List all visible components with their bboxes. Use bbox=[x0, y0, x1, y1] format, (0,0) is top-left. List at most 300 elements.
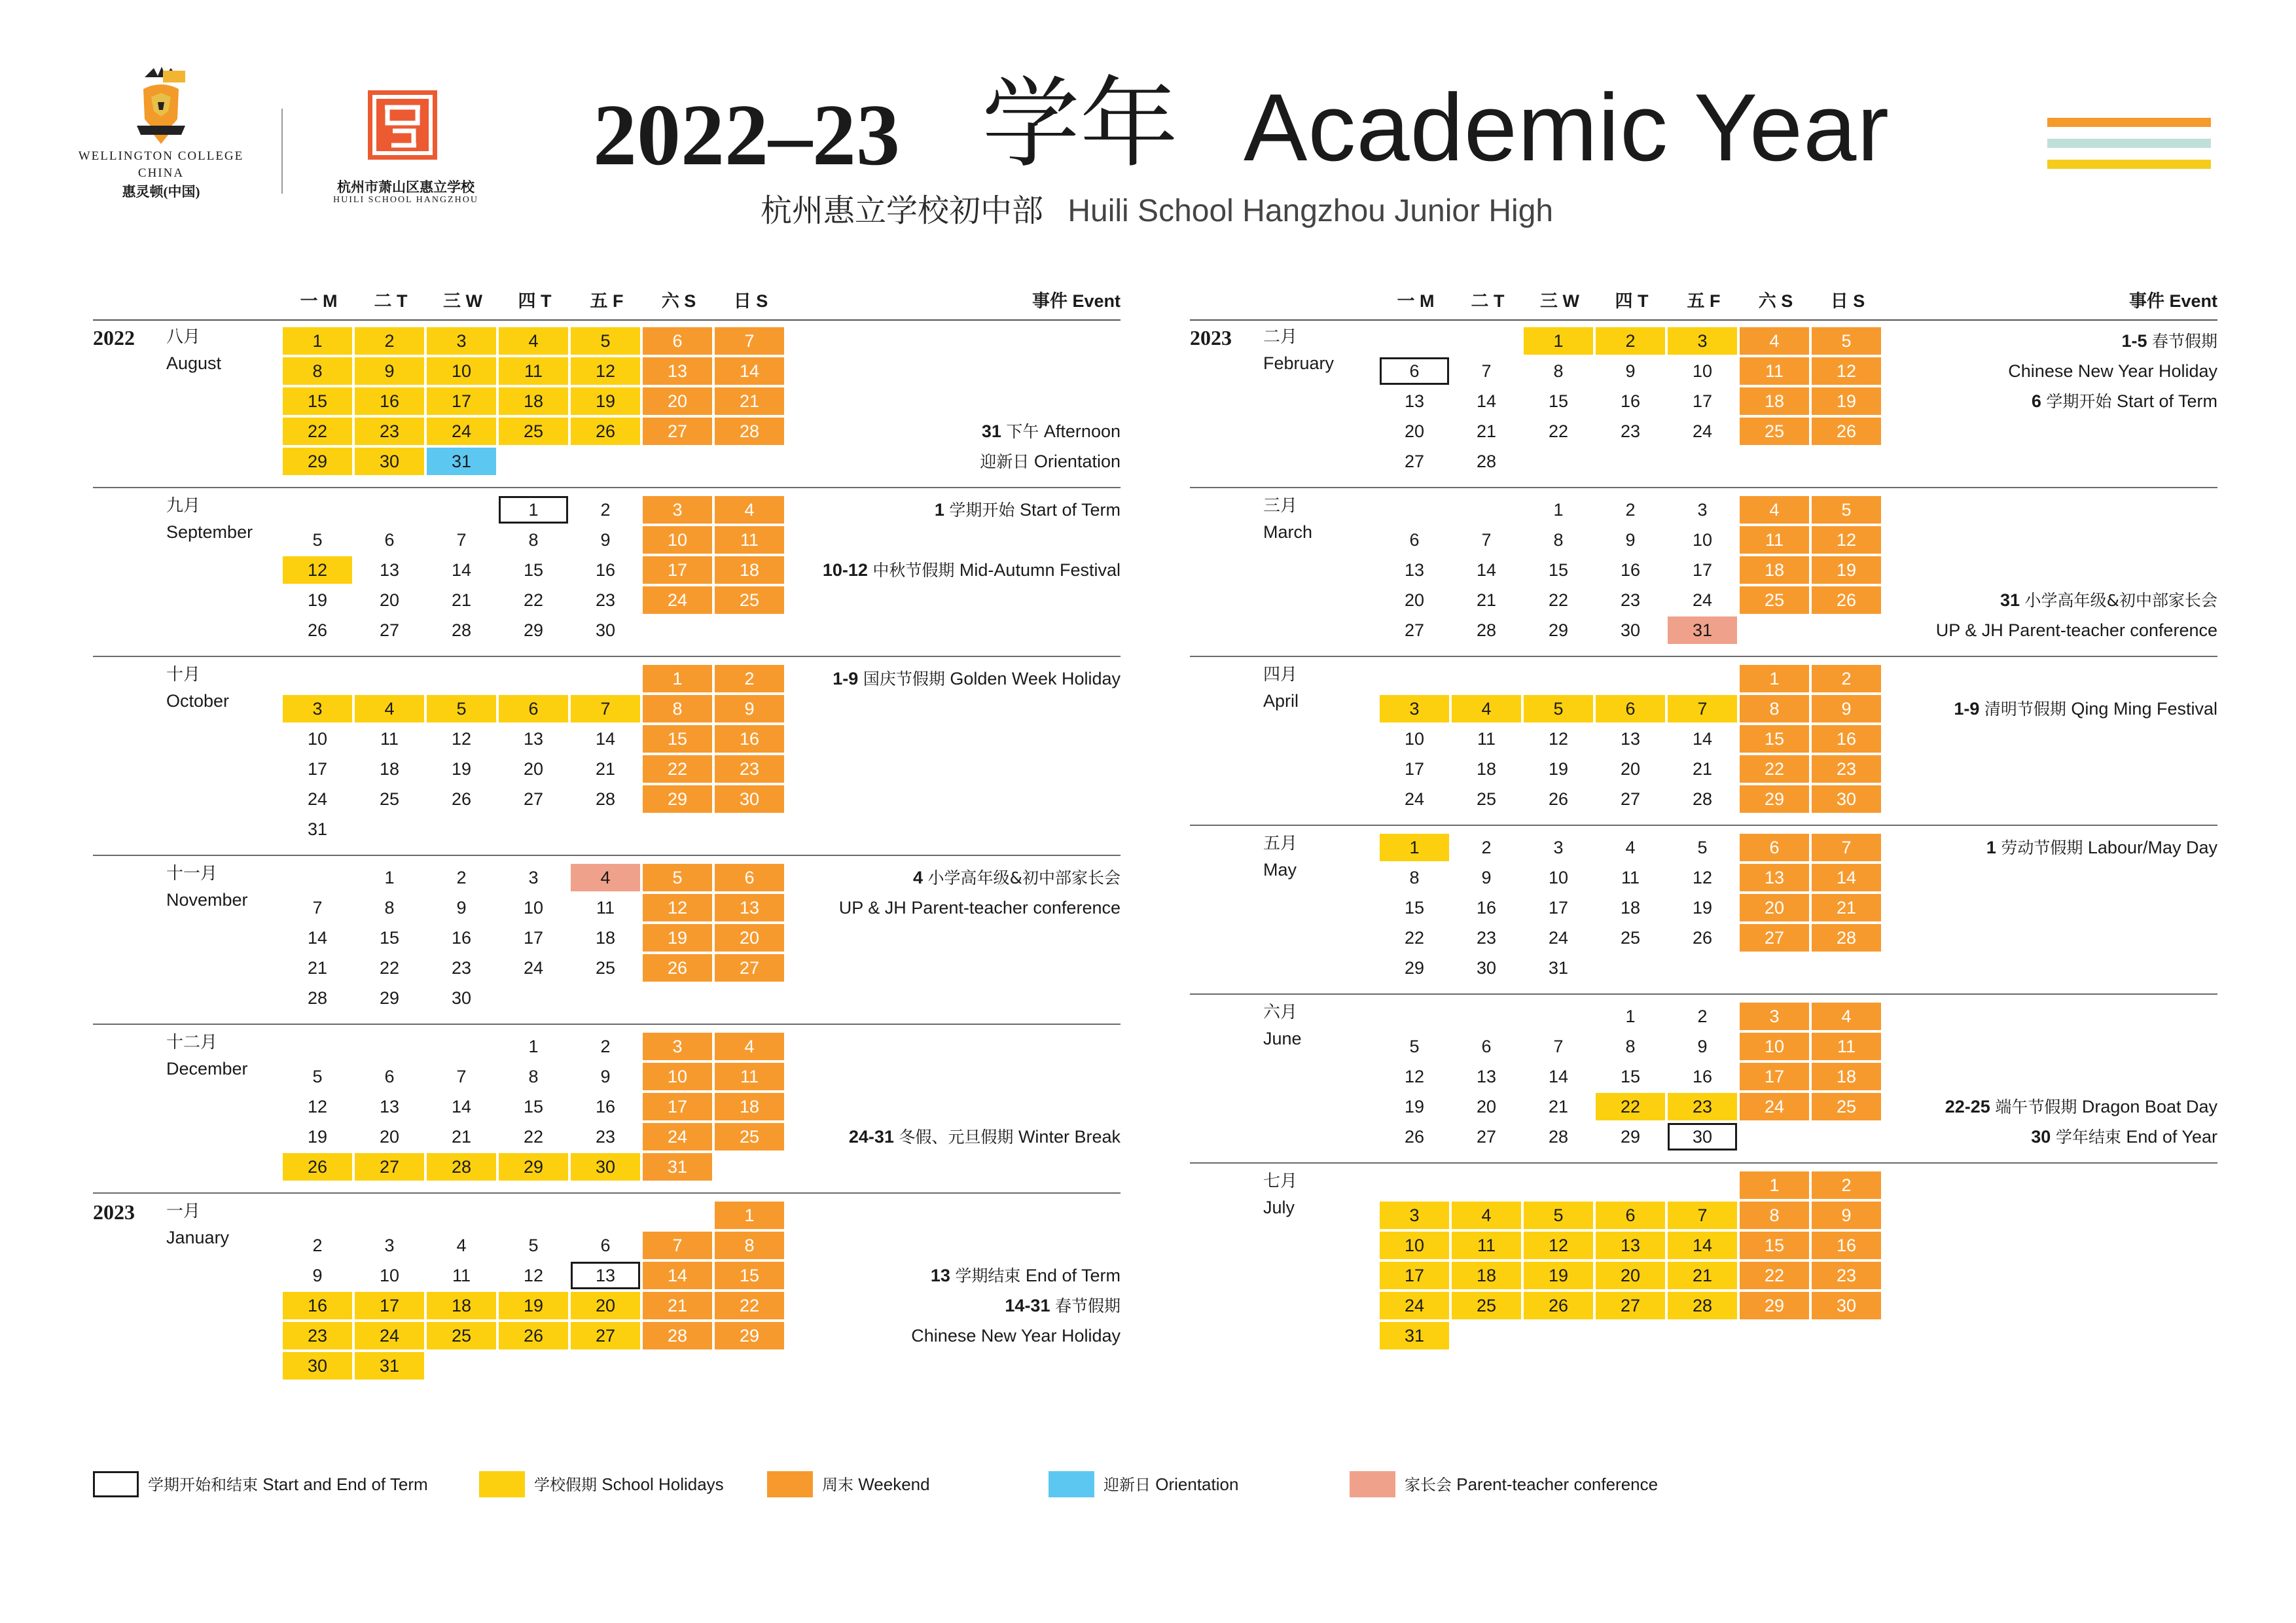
day-cell: 28 bbox=[451, 620, 472, 640]
month-block-december bbox=[93, 1024, 1121, 1192]
day-cell: 28 bbox=[1476, 620, 1497, 640]
day-cell: 21 bbox=[451, 1127, 472, 1147]
day-cell: 10 bbox=[643, 1063, 712, 1090]
day-cell: 15 bbox=[1548, 560, 1569, 580]
month-grid bbox=[1380, 495, 1884, 645]
day-cell: 16 bbox=[1692, 1067, 1713, 1086]
calendar-header-row bbox=[93, 281, 1121, 319]
event-date: 1-9 bbox=[833, 669, 859, 688]
day-cell: 4 bbox=[355, 695, 424, 722]
month-block-march bbox=[1190, 487, 2217, 656]
day-cell: 29 bbox=[1620, 1127, 1641, 1147]
day-cell: 27 bbox=[1740, 924, 1809, 952]
event-date: 14-31 bbox=[1005, 1296, 1050, 1315]
day-cell: 10 bbox=[1380, 1232, 1449, 1259]
day-cell: 1 bbox=[1740, 1171, 1809, 1199]
month-name-cn: 十一月 bbox=[166, 864, 218, 883]
legend-label-cn: 家长会 bbox=[1405, 1476, 1452, 1494]
legend-label-cn: 迎新日 bbox=[1103, 1476, 1151, 1494]
day-cell: 13 bbox=[1404, 560, 1425, 580]
event-item bbox=[1954, 694, 2217, 724]
day-cell: 6 bbox=[1596, 695, 1665, 722]
day-cell: 22 bbox=[1548, 421, 1569, 441]
day-cell: 23 bbox=[1620, 421, 1641, 441]
day-cell: 29 bbox=[379, 988, 400, 1008]
day-cell: 7 bbox=[715, 327, 784, 355]
month-name-en: June bbox=[1263, 1029, 1302, 1048]
day-cell: 21 bbox=[715, 387, 784, 415]
week-row bbox=[1380, 1122, 1884, 1152]
day-cell: 13 bbox=[379, 560, 400, 580]
day-cell: 12 bbox=[1548, 729, 1569, 749]
day-cell: 16 bbox=[283, 1292, 352, 1319]
week-row bbox=[283, 1152, 787, 1182]
event-item bbox=[980, 446, 1121, 476]
legend-label-en: Orientation bbox=[1155, 1474, 1239, 1494]
day-cell: 19 bbox=[1692, 898, 1713, 918]
day-cell: 4 bbox=[499, 327, 568, 355]
week-row bbox=[1380, 555, 1884, 585]
week-row bbox=[283, 1260, 787, 1291]
week-row bbox=[1380, 784, 1884, 814]
event-item bbox=[1945, 1092, 2217, 1122]
day-cell: 9 bbox=[715, 695, 784, 722]
event-item bbox=[1005, 1291, 1121, 1321]
day-cell: 7 bbox=[1481, 361, 1492, 381]
event-name-cn: 劳动节假期 bbox=[2001, 838, 2083, 857]
day-cell: 28 bbox=[427, 1153, 496, 1181]
day-cell: 25 bbox=[715, 586, 784, 614]
event-date: 4 bbox=[912, 868, 923, 887]
day-cell: 29 bbox=[1404, 958, 1425, 978]
week-row bbox=[1380, 694, 1884, 724]
day-cell: 3 bbox=[427, 327, 496, 355]
day-cell: 27 bbox=[379, 620, 400, 640]
event-item bbox=[2031, 1122, 2217, 1152]
event-item bbox=[1936, 615, 2217, 645]
event-date: 31 bbox=[2000, 590, 2020, 610]
event-item bbox=[1986, 832, 2217, 863]
day-cell: 19 bbox=[499, 1292, 568, 1319]
day-header-mon: 一 M bbox=[1397, 291, 1435, 311]
day-cell: 15 bbox=[1548, 391, 1569, 411]
day-cell: 4 bbox=[1812, 1003, 1881, 1030]
day-cell: 12 bbox=[283, 556, 352, 584]
day-cell: 29 bbox=[499, 1153, 568, 1181]
day-cell: 28 bbox=[1548, 1127, 1569, 1147]
day-cell: 7 bbox=[571, 695, 640, 722]
day-cell: 21 bbox=[1476, 590, 1497, 610]
day-cell: 5 bbox=[528, 1236, 539, 1255]
event-name-en: End of Term bbox=[1025, 1266, 1121, 1285]
title-en: Academic Year bbox=[1244, 74, 1890, 181]
day-cell: 11 bbox=[1621, 868, 1640, 887]
month-block-january bbox=[93, 1192, 1121, 1391]
day-cell: 13 bbox=[571, 1262, 640, 1289]
day-cell: 7 bbox=[1812, 834, 1881, 861]
day-cell: 31 bbox=[1380, 1322, 1449, 1349]
day-cell: 9 bbox=[600, 530, 611, 550]
month-grid bbox=[1380, 664, 1884, 814]
week-row bbox=[283, 1061, 787, 1092]
huili-school-logo bbox=[308, 90, 504, 208]
day-cell: 18 bbox=[595, 928, 616, 948]
month-grid bbox=[283, 1200, 787, 1381]
day-cell: 16 bbox=[1476, 898, 1497, 918]
month-block-february bbox=[1190, 319, 2217, 487]
day-cell: 5 bbox=[1812, 496, 1881, 524]
week-row bbox=[1380, 1092, 1884, 1122]
day-cell: 28 bbox=[595, 789, 616, 809]
day-cell: 28 bbox=[307, 988, 328, 1008]
day-cell: 2 bbox=[1697, 1007, 1708, 1026]
day-cell: 19 bbox=[1812, 556, 1881, 584]
day-cell: 18 bbox=[1812, 1063, 1881, 1090]
subtitle-cn: 杭州惠立学校初中部 bbox=[761, 192, 1044, 229]
day-cell: 27 bbox=[715, 954, 784, 982]
day-cell: 7 bbox=[312, 898, 323, 918]
event-name-en: Chinese New Year Holiday bbox=[2008, 361, 2217, 381]
day-cell: 5 bbox=[1524, 695, 1593, 722]
day-cell: 24 bbox=[523, 958, 544, 978]
day-cell: 16 bbox=[1620, 560, 1641, 580]
day-cell: 14 bbox=[1476, 391, 1497, 411]
event-date: 10-12 bbox=[822, 560, 868, 580]
week-row bbox=[283, 893, 787, 923]
day-header-sun: 日 S bbox=[733, 291, 768, 311]
month-name-en: September bbox=[166, 522, 253, 542]
day-cell: 14 bbox=[307, 928, 328, 948]
month-name-en: April bbox=[1263, 691, 1299, 711]
day-cell: 22 bbox=[643, 755, 712, 783]
month-grid bbox=[283, 664, 787, 844]
day-cell: 15 bbox=[1404, 898, 1425, 918]
event-item bbox=[982, 416, 1121, 446]
month-name-en: December bbox=[166, 1059, 248, 1079]
event-name-en: UP & JH Parent-teacher conference bbox=[838, 898, 1121, 918]
month-grid bbox=[283, 326, 787, 476]
month-name-cn: 十月 bbox=[166, 665, 201, 685]
week-row bbox=[1380, 754, 1884, 784]
day-cell: 15 bbox=[1620, 1067, 1641, 1086]
day-cell: 4 bbox=[715, 1033, 784, 1060]
day-cell: 17 bbox=[1692, 391, 1713, 411]
event-name-en: Winter Break bbox=[1018, 1127, 1121, 1147]
day-cell: 9 bbox=[355, 357, 424, 385]
day-cell: 23 bbox=[715, 755, 784, 783]
wellington-name-cn: 惠灵顿(中国) bbox=[122, 184, 200, 200]
month-grid bbox=[283, 1031, 787, 1182]
day-cell: 19 bbox=[1812, 387, 1881, 415]
day-cell: 14 bbox=[595, 729, 616, 749]
decorative-stripe-yellow bbox=[2047, 160, 2211, 169]
day-cell: 15 bbox=[1740, 725, 1809, 753]
day-cell: 8 bbox=[1409, 868, 1420, 887]
day-cell: 15 bbox=[523, 560, 544, 580]
day-cell: 31 bbox=[355, 1352, 424, 1380]
day-cell: 10 bbox=[1692, 361, 1713, 381]
event-name-cn: 冬假、元旦假期 bbox=[899, 1128, 1014, 1147]
day-cell: 12 bbox=[1812, 526, 1881, 554]
day-cell: 10 bbox=[427, 357, 496, 385]
huili-name-en: HUILI SCHOOL HANGZHOU bbox=[333, 195, 478, 205]
week-row bbox=[283, 1122, 787, 1152]
day-cell: 12 bbox=[307, 1097, 328, 1116]
day-cell: 8 bbox=[1553, 361, 1564, 381]
month-block-may bbox=[1190, 825, 2217, 993]
day-header-sat: 六 S bbox=[661, 291, 696, 311]
day-cell: 16 bbox=[1620, 391, 1641, 411]
month-name-cn: 六月 bbox=[1263, 1003, 1298, 1022]
day-cell: 31 bbox=[643, 1153, 712, 1181]
day-cell: 16 bbox=[715, 725, 784, 753]
day-cell: 16 bbox=[1812, 1232, 1881, 1259]
event-item bbox=[2032, 386, 2217, 416]
day-cell: 11 bbox=[1812, 1033, 1881, 1060]
day-cell: 9 bbox=[312, 1266, 323, 1285]
day-cell: 1 bbox=[1380, 834, 1449, 861]
week-row bbox=[283, 495, 787, 525]
week-row bbox=[1380, 1260, 1884, 1291]
day-cell: 7 bbox=[1481, 530, 1492, 550]
day-cell: 9 bbox=[600, 1067, 611, 1086]
day-cell: 23 bbox=[283, 1322, 352, 1349]
month-name-cn: 八月 bbox=[166, 327, 201, 347]
week-row bbox=[283, 416, 787, 446]
event-date: 1 bbox=[1986, 838, 1996, 857]
day-cell: 25 bbox=[499, 418, 568, 445]
day-cell: 26 bbox=[571, 418, 640, 445]
day-cell: 4 bbox=[1740, 496, 1809, 524]
day-cell: 9 bbox=[1625, 530, 1636, 550]
day-cell: 11 bbox=[1740, 526, 1809, 554]
week-row bbox=[283, 1092, 787, 1122]
day-cell: 29 bbox=[283, 448, 352, 475]
day-cell: 8 bbox=[384, 898, 395, 918]
day-cell: 2 bbox=[600, 500, 611, 520]
wellington-college-logo bbox=[63, 63, 259, 213]
day-cell: 15 bbox=[283, 387, 352, 415]
event-name-cn: 春节假期 bbox=[1054, 1296, 1121, 1315]
event-item bbox=[931, 1260, 1121, 1291]
day-cell: 9 bbox=[1812, 1202, 1881, 1229]
day-cell: 25 bbox=[427, 1322, 496, 1349]
day-cell: 25 bbox=[1740, 586, 1809, 614]
day-cell: 11 bbox=[380, 729, 399, 749]
day-cell: 18 bbox=[1452, 1262, 1521, 1289]
month-block-november bbox=[93, 855, 1121, 1024]
day-cell: 11 bbox=[596, 898, 615, 918]
day-cell: 24 bbox=[1404, 789, 1425, 809]
legend-swatch bbox=[767, 1471, 813, 1497]
day-cell: 22 bbox=[523, 1127, 544, 1147]
week-row bbox=[283, 1031, 787, 1061]
day-cell: 1 bbox=[643, 665, 712, 692]
day-cell: 30 bbox=[1476, 958, 1497, 978]
week-row bbox=[283, 694, 787, 724]
week-row bbox=[283, 664, 787, 694]
day-cell: 18 bbox=[427, 1292, 496, 1319]
week-row bbox=[283, 1291, 787, 1321]
legend-label bbox=[534, 1472, 724, 1497]
month-name-cn: 一月 bbox=[166, 1202, 201, 1221]
day-cell: 23 bbox=[355, 418, 424, 445]
day-cell: 3 bbox=[1697, 500, 1708, 520]
day-cell: 24 bbox=[1692, 590, 1713, 610]
month-name-en: March bbox=[1263, 522, 1313, 542]
day-cell: 26 bbox=[1548, 789, 1569, 809]
week-row bbox=[283, 1200, 787, 1230]
day-cell: 25 bbox=[1476, 789, 1497, 809]
day-cell: 19 bbox=[1524, 1262, 1593, 1289]
event-date: 1-5 bbox=[2121, 331, 2147, 351]
day-cell: 24 bbox=[643, 1123, 712, 1150]
month-grid bbox=[283, 495, 787, 645]
day-cell: 17 bbox=[427, 387, 496, 415]
day-cell: 25 bbox=[715, 1123, 784, 1150]
day-cell: 24 bbox=[1380, 1292, 1449, 1319]
day-header-thu: 四 T bbox=[518, 291, 552, 311]
month-name-en: January bbox=[166, 1228, 230, 1247]
month-name-cn: 十二月 bbox=[166, 1033, 218, 1052]
day-cell: 13 bbox=[643, 357, 712, 385]
day-cell: 19 bbox=[1404, 1097, 1425, 1116]
day-cell: 26 bbox=[643, 954, 712, 982]
day-cell: 13 bbox=[1740, 864, 1809, 891]
event-name-en: End of Year bbox=[2126, 1127, 2217, 1147]
day-cell: 2 bbox=[1812, 665, 1881, 692]
day-cell: 1 bbox=[1625, 1007, 1636, 1026]
month-name-en: October bbox=[166, 691, 230, 711]
event-name-en: Chinese New Year Holiday bbox=[911, 1326, 1121, 1346]
month-name-cn: 四月 bbox=[1263, 665, 1298, 685]
month-name-en: July bbox=[1263, 1198, 1295, 1217]
day-cell: 14 bbox=[451, 1097, 472, 1116]
day-cell: 17 bbox=[1740, 1063, 1809, 1090]
day-cell: 15 bbox=[523, 1097, 544, 1116]
day-cell: 29 bbox=[1548, 620, 1569, 640]
day-cell: 26 bbox=[283, 1153, 352, 1181]
event-date: 22-25 bbox=[1945, 1097, 1990, 1116]
day-cell: 5 bbox=[427, 695, 496, 722]
week-row bbox=[283, 724, 787, 754]
event-item bbox=[839, 893, 1121, 923]
day-cell: 14 bbox=[1668, 1232, 1737, 1259]
day-cell: 22 bbox=[1404, 928, 1425, 948]
event-name-cn: 学期开始 bbox=[949, 501, 1015, 520]
day-cell: 27 bbox=[1596, 1292, 1665, 1319]
day-cell: 30 bbox=[1620, 620, 1641, 640]
day-cell: 10 bbox=[1740, 1033, 1809, 1060]
day-cell: 2 bbox=[1625, 500, 1636, 520]
day-cell: 8 bbox=[715, 1232, 784, 1259]
day-cell: 15 bbox=[379, 928, 400, 948]
week-row bbox=[1380, 1230, 1884, 1260]
day-cell: 5 bbox=[571, 327, 640, 355]
month-name-cn: 七月 bbox=[1263, 1171, 1298, 1191]
year-label: 2023 bbox=[1190, 326, 1232, 349]
day-cell: 3 bbox=[384, 1236, 395, 1255]
week-row bbox=[1380, 923, 1884, 953]
day-cell: 13 bbox=[715, 894, 784, 921]
day-header-fri: 五 F bbox=[1687, 291, 1721, 311]
day-cell: 11 bbox=[715, 526, 784, 554]
day-cell: 19 bbox=[307, 1127, 328, 1147]
day-cell: 18 bbox=[379, 759, 400, 779]
day-cell: 21 bbox=[595, 759, 616, 779]
day-cell: 25 bbox=[1812, 1093, 1881, 1120]
day-cell: 27 bbox=[571, 1322, 640, 1349]
wellington-name-en: WELLINGTON COLLEGE bbox=[78, 149, 244, 163]
day-cell: 31 bbox=[1548, 958, 1569, 978]
legend-label-cn: 学校假期 bbox=[534, 1476, 597, 1494]
day-cell: 16 bbox=[595, 1097, 616, 1116]
day-cell: 25 bbox=[1620, 928, 1641, 948]
day-cell: 6 bbox=[643, 327, 712, 355]
day-cell: 20 bbox=[1404, 590, 1425, 610]
day-cell: 3 bbox=[528, 868, 539, 887]
wellington-crest-icon bbox=[125, 63, 197, 148]
day-cell: 6 bbox=[384, 1067, 395, 1086]
legend-swatch bbox=[479, 1471, 525, 1497]
huili-name-cn: 杭州市萧山区惠立学校 bbox=[337, 179, 475, 195]
day-cell: 22 bbox=[1740, 755, 1809, 783]
day-cell: 6 bbox=[1409, 530, 1420, 550]
day-cell: 17 bbox=[307, 759, 328, 779]
event-name-en: UP & JH Parent-teacher conference bbox=[1935, 620, 2217, 640]
day-cell: 7 bbox=[456, 1067, 467, 1086]
legend-swatch bbox=[93, 1471, 139, 1497]
day-cell: 13 bbox=[1476, 1067, 1497, 1086]
week-row bbox=[283, 814, 787, 844]
day-cell: 27 bbox=[1404, 452, 1425, 471]
day-cell: 18 bbox=[499, 387, 568, 415]
day-cell: 6 bbox=[600, 1236, 611, 1255]
day-cell: 13 bbox=[1596, 1232, 1665, 1259]
day-cell: 27 bbox=[523, 789, 544, 809]
day-header-mon: 一 M bbox=[300, 291, 338, 311]
day-cell: 6 bbox=[384, 530, 395, 550]
day-cell: 17 bbox=[643, 1093, 712, 1120]
day-cell: 20 bbox=[571, 1292, 640, 1319]
day-cell: 12 bbox=[571, 357, 640, 385]
day-cell: 18 bbox=[1740, 556, 1809, 584]
day-cell: 14 bbox=[451, 560, 472, 580]
day-cell: 6 bbox=[1596, 1202, 1665, 1229]
day-cell: 25 bbox=[1452, 1292, 1521, 1319]
day-cell: 9 bbox=[1625, 361, 1636, 381]
day-cell: 30 bbox=[355, 448, 424, 475]
event-name-cn: 学期开始 bbox=[2046, 392, 2112, 411]
month-grid bbox=[283, 863, 787, 1013]
legend-label-en: Parent-teacher conference bbox=[1456, 1474, 1659, 1494]
day-cell: 11 bbox=[452, 1266, 471, 1285]
day-cell: 13 bbox=[1620, 729, 1641, 749]
legend-label bbox=[1405, 1472, 1658, 1497]
day-cell: 5 bbox=[1409, 1037, 1420, 1056]
day-cell: 20 bbox=[1740, 894, 1809, 921]
day-cell: 2 bbox=[1812, 1171, 1881, 1199]
day-cell: 10 bbox=[643, 526, 712, 554]
event-item bbox=[2008, 356, 2217, 386]
day-cell: 12 bbox=[1404, 1067, 1425, 1086]
day-cell: 9 bbox=[1697, 1037, 1708, 1056]
day-cell: 19 bbox=[307, 590, 328, 610]
event-name-cn: 端午节假期 bbox=[1995, 1097, 2077, 1116]
day-cell: 1 bbox=[384, 868, 395, 887]
day-cell: 26 bbox=[307, 620, 328, 640]
day-header-thu: 四 T bbox=[1615, 291, 1649, 311]
